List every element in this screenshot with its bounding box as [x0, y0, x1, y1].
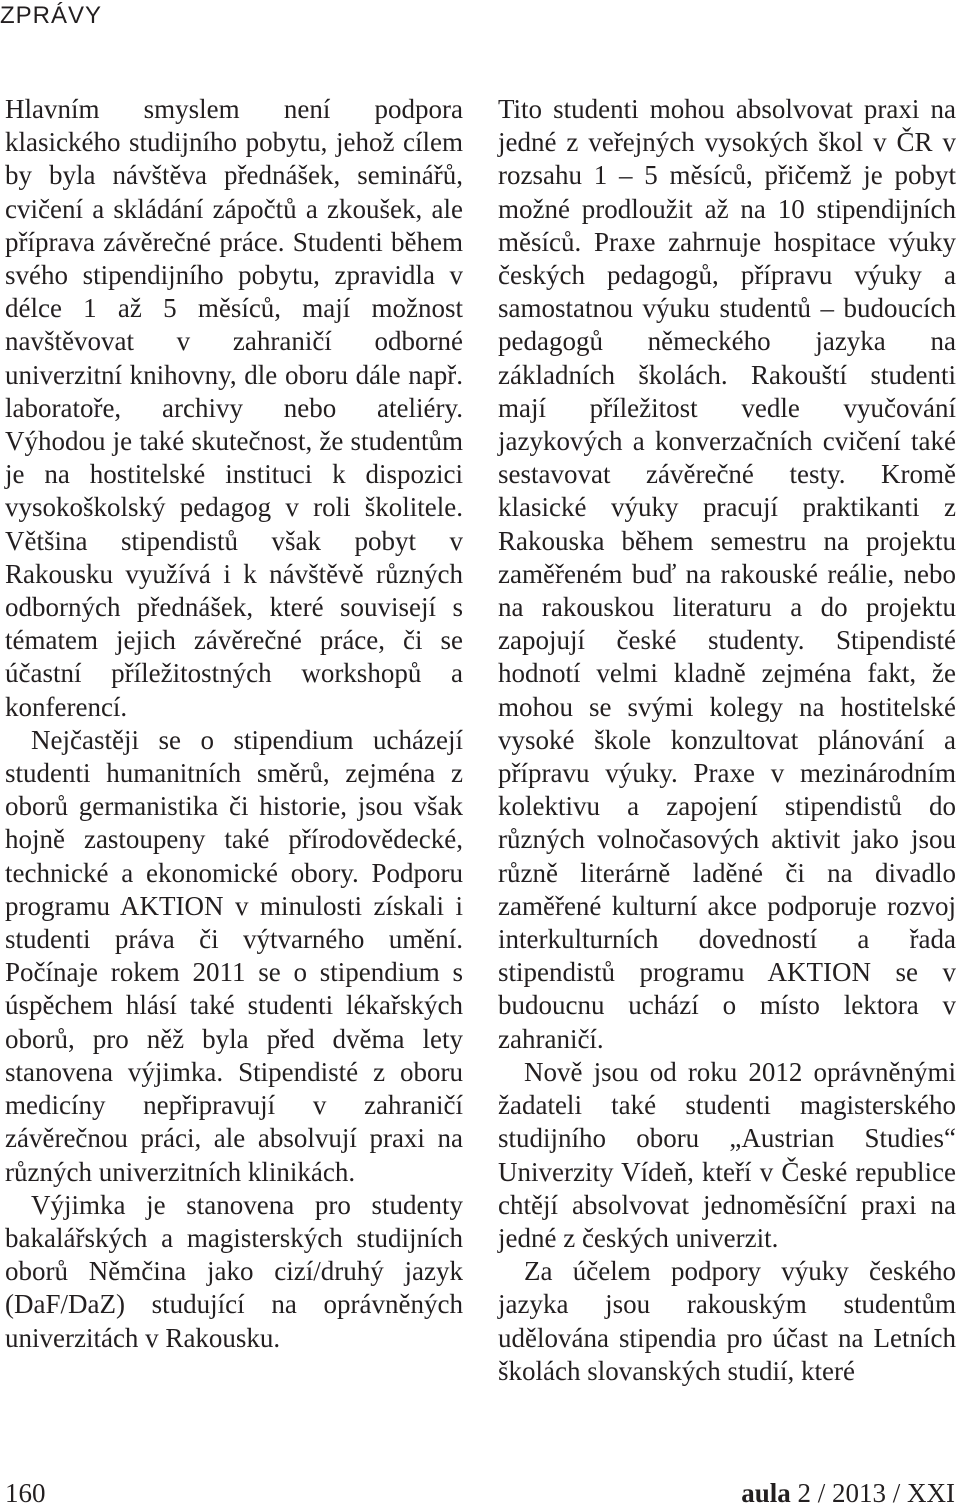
left-paragraph-2: Nejčastěji se o stipendium ucházejí studenti humanitních směrů, zejména z oborů germanistika či historie, jsou však hojně zastoupeny také přírodovědecké, technické a ekonomické obory. Podporu programu AKTION v minulosti získali i studenti práva či výtvarného umění. Počínaje rokem 2011 se o stipendium s úspěchem hlásí také studenti lékařských oborů, pro něž byla před dvěma lety stanovena výjimka. Stipendisté z oboru medicíny nepřipravují v zahraničí závěrečnou práci, ale absolvují praxi na různých univerzitních klinikách.: [5, 724, 463, 1187]
left-column: [5, 93, 463, 1355]
left-paragraph-3: Výjimka je stanovena pro studenty bakalářských a magisterských studijních oborů Němčina jako cizí/druhý jazyk (DaF/DaZ) studující na oprávněných univerzitách v Rakousku.: [5, 1189, 463, 1353]
right-paragraph-3: Za účelem podpory výuky českého jazyka jsou rakouským studentům udělována stipendia pro účast na Letních školách slovanských studií, které: [498, 1256, 956, 1386]
left-paragraph-1: Hlavním smyslem není podpora klasického studijního pobytu, jehož cílem by byla návštěva přednášek, seminářů, cvičení a skládání zápočtů a zkoušek, ale příprava závěrečné práce. Studenti během svého stipendijního pobytu, zpravidla v délce 1 až 5 měsíců, mají možnost navštěvovat v zahraničí odborné univerzitní knihovny, dle oboru dále např. laboratoře, archivy nebo ateliéry. Výhodou je také skutečnost, že studentům je na hostitelské instituci k dispozici vysokoškolský pedagog v roli školitele. Většina stipendistů však pobyt v Rakousku využívá i k návštěvě různých odborných přednášek, které souvisejí s tématem jejich závěrečné práce, či se účastní příležitostných workshopů a konferencí.: [5, 94, 463, 722]
journal-name: aula: [741, 1478, 791, 1508]
section-title: ZPRÁVY: [0, 2, 103, 29]
page-number: 160: [5, 1478, 46, 1508]
right-paragraph-2: Nově jsou od roku 2012 oprávněnými žadateli také studenti magisterského studijního oboru „Austrian Studies“ Univerzity Vídeň, kteří v České republice chtějí absolvovat jednoměsíční praxi na jedné z českých univerzit.: [498, 1056, 956, 1253]
right-paragraph-1: Tito studenti mohou absolvovat praxi na jedné z veřejných vysokých škol v ČR v rozsahu 1 – 5 měsíců, přičemž je pobyt možné prodloužit až na 10 stipendijních měsíců. Praxe zahrnuje hospitace výuky českých pedagogů, přípravu výuky a samostatnou výuku studentů – budoucích pedagogů německého jazyka na základních školách. Rakouští studenti mají příležitost vedle vyučování jazykových a konverzačních cvičení také sestavovat závěrečné testy. Kromě klasické výuky pracují praktikanti z Rakouska během semestru na projektu zaměřeném buď na rakouské reálie, nebo na rakouskou literaturu a do projektu zapojují české studenty. Stipendisté hodnotí velmi kladně zejména fakt, že mohou se svými kolegy na hostitelské vysoké škole konzultovat plánování a přípravu výuky. Praxe v mezinárodním kolektivu a zapojení stipendistů do různých volnočasových aktivit jako jsou různě literárně laděné či na divadlo zaměřené kulturní akce podporuje rozvoj interkulturních dovedností a řada stipendistů programu AKTION se v budoucnu uchází o místo lektora v zahraničí.: [498, 94, 956, 1054]
journal-info: [741, 1478, 955, 1509]
right-column: [498, 93, 956, 1388]
journal-issue: 2 / 2013 / XXI: [797, 1478, 955, 1508]
